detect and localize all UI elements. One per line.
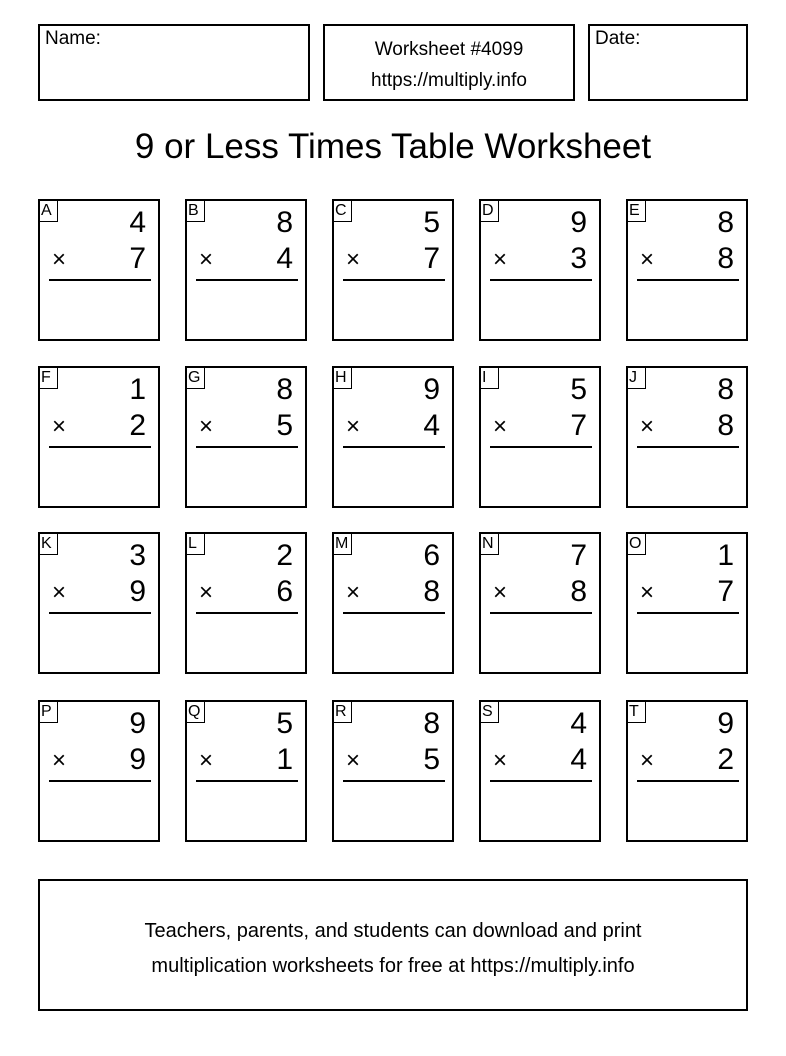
multiplicand: 9 [423,373,440,406]
problem-letter: P [38,700,58,723]
answer-line [637,780,739,782]
multiplicand: 8 [276,206,293,239]
problem-letter: G [185,366,205,389]
multiplicand: 1 [129,373,146,406]
multiplier: 6 [276,575,293,608]
multiply-sign: × [346,246,361,273]
problem-card[interactable] [332,700,454,842]
worksheet-url: https://multiply.info [371,70,527,91]
problem-card[interactable] [479,199,601,341]
answer-line [490,612,592,614]
multiplicand: 5 [423,206,440,239]
multiply-sign: × [52,747,67,774]
problem-card[interactable] [479,700,601,842]
problem-card[interactable] [332,199,454,341]
worksheet-title: 9 or Less Times Table Worksheet [134,127,652,166]
footer-line-2: multiplication worksheets for free at https://multiply.info [151,955,635,977]
multiplicand: 8 [717,373,734,406]
problem-letter: S [479,700,499,723]
multiplicand: 8 [717,206,734,239]
answer-line [196,446,298,448]
multiply-sign: × [346,747,361,774]
multiply-sign: × [52,579,67,606]
answer-line [637,446,739,448]
problem-letter: O [626,532,646,555]
multiplicand: 5 [570,373,587,406]
answer-line [343,780,445,782]
answer-line [637,612,739,614]
problem-letter: M [332,532,352,555]
answer-line [343,612,445,614]
answer-line [49,612,151,614]
multiplicand: 4 [570,707,587,740]
problem-card[interactable] [38,199,160,341]
problem-letter: L [185,532,205,555]
problem-card[interactable] [38,700,160,842]
problem-card[interactable] [185,366,307,508]
multiplier: 9 [129,743,146,776]
answer-line [343,446,445,448]
answer-line [49,279,151,281]
problem-letter: E [626,199,646,222]
problem-letter: I [479,366,499,389]
problem-card[interactable] [185,700,307,842]
answer-line [490,279,592,281]
problem-letter: T [626,700,646,723]
problem-letter: N [479,532,499,555]
footer-text [40,914,746,984]
multiply-sign: × [493,747,508,774]
problem-letter: D [479,199,499,222]
answer-line [196,612,298,614]
problem-card[interactable] [626,366,748,508]
answer-line [490,780,592,782]
footer-box [38,879,748,1011]
multiplier: 8 [423,575,440,608]
answer-line [196,780,298,782]
problem-card[interactable] [626,700,748,842]
multiplicand: 3 [129,539,146,572]
multiply-sign: × [493,579,508,606]
multiplier: 8 [570,575,587,608]
problem-letter: J [626,366,646,389]
multiplier: 7 [570,409,587,442]
answer-line [196,279,298,281]
multiplier: 5 [423,743,440,776]
answer-line [49,446,151,448]
multiply-sign: × [640,246,655,273]
multiplier: 7 [423,242,440,275]
problem-card[interactable] [185,532,307,674]
multiplicand: 8 [423,707,440,740]
problem-letter: R [332,700,352,723]
problem-card[interactable] [626,532,748,674]
multiplier: 1 [276,743,293,776]
problem-card[interactable] [332,366,454,508]
multiply-sign: × [199,579,214,606]
multiply-sign: × [493,413,508,440]
problem-letter: B [185,199,205,222]
multiplicand: 1 [717,539,734,572]
multiplier: 7 [717,575,734,608]
multiply-sign: × [199,246,214,273]
problem-card[interactable] [479,532,601,674]
problem-card[interactable] [38,366,160,508]
multiplicand: 9 [570,206,587,239]
multiplier: 9 [129,575,146,608]
date-label: Date: [595,28,641,49]
multiplier: 5 [276,409,293,442]
problem-card[interactable] [626,199,748,341]
problem-letter: H [332,366,352,389]
multiplier: 4 [570,743,587,776]
problem-letter: F [38,366,58,389]
multiply-sign: × [640,579,655,606]
multiply-sign: × [52,246,67,273]
multiplicand: 5 [276,707,293,740]
multiply-sign: × [52,413,67,440]
multiply-sign: × [199,747,214,774]
worksheet-number: Worksheet #4099 [374,39,524,60]
answer-line [490,446,592,448]
multiplicand: 9 [129,707,146,740]
problem-letter: K [38,532,58,555]
multiplier: 4 [276,242,293,275]
problem-card[interactable] [185,199,307,341]
multiply-sign: × [346,579,361,606]
multiplicand: 9 [717,707,734,740]
multiplier: 8 [717,242,734,275]
multiplier: 3 [570,242,587,275]
multiplier: 8 [717,409,734,442]
multiplicand: 2 [276,539,293,572]
multiplicand: 7 [570,539,587,572]
multiplicand: 4 [129,206,146,239]
footer-line-1: Teachers, parents, and students can download and print [144,920,642,942]
problem-card[interactable] [38,532,160,674]
answer-line [637,279,739,281]
multiplier: 7 [129,242,146,275]
multiply-sign: × [493,246,508,273]
problem-letter: C [332,199,352,222]
name-label: Name: [45,28,101,49]
multiply-sign: × [346,413,361,440]
multiply-sign: × [199,413,214,440]
problem-card[interactable] [479,366,601,508]
multiplier: 4 [423,409,440,442]
multiplier: 2 [717,743,734,776]
answer-line [49,780,151,782]
answer-line [343,279,445,281]
problem-letter: A [38,199,58,222]
problem-card[interactable] [332,532,454,674]
multiplicand: 8 [276,373,293,406]
multiply-sign: × [640,413,655,440]
multiplicand: 6 [423,539,440,572]
problem-letter: Q [185,700,205,723]
multiplier: 2 [129,409,146,442]
multiply-sign: × [640,747,655,774]
